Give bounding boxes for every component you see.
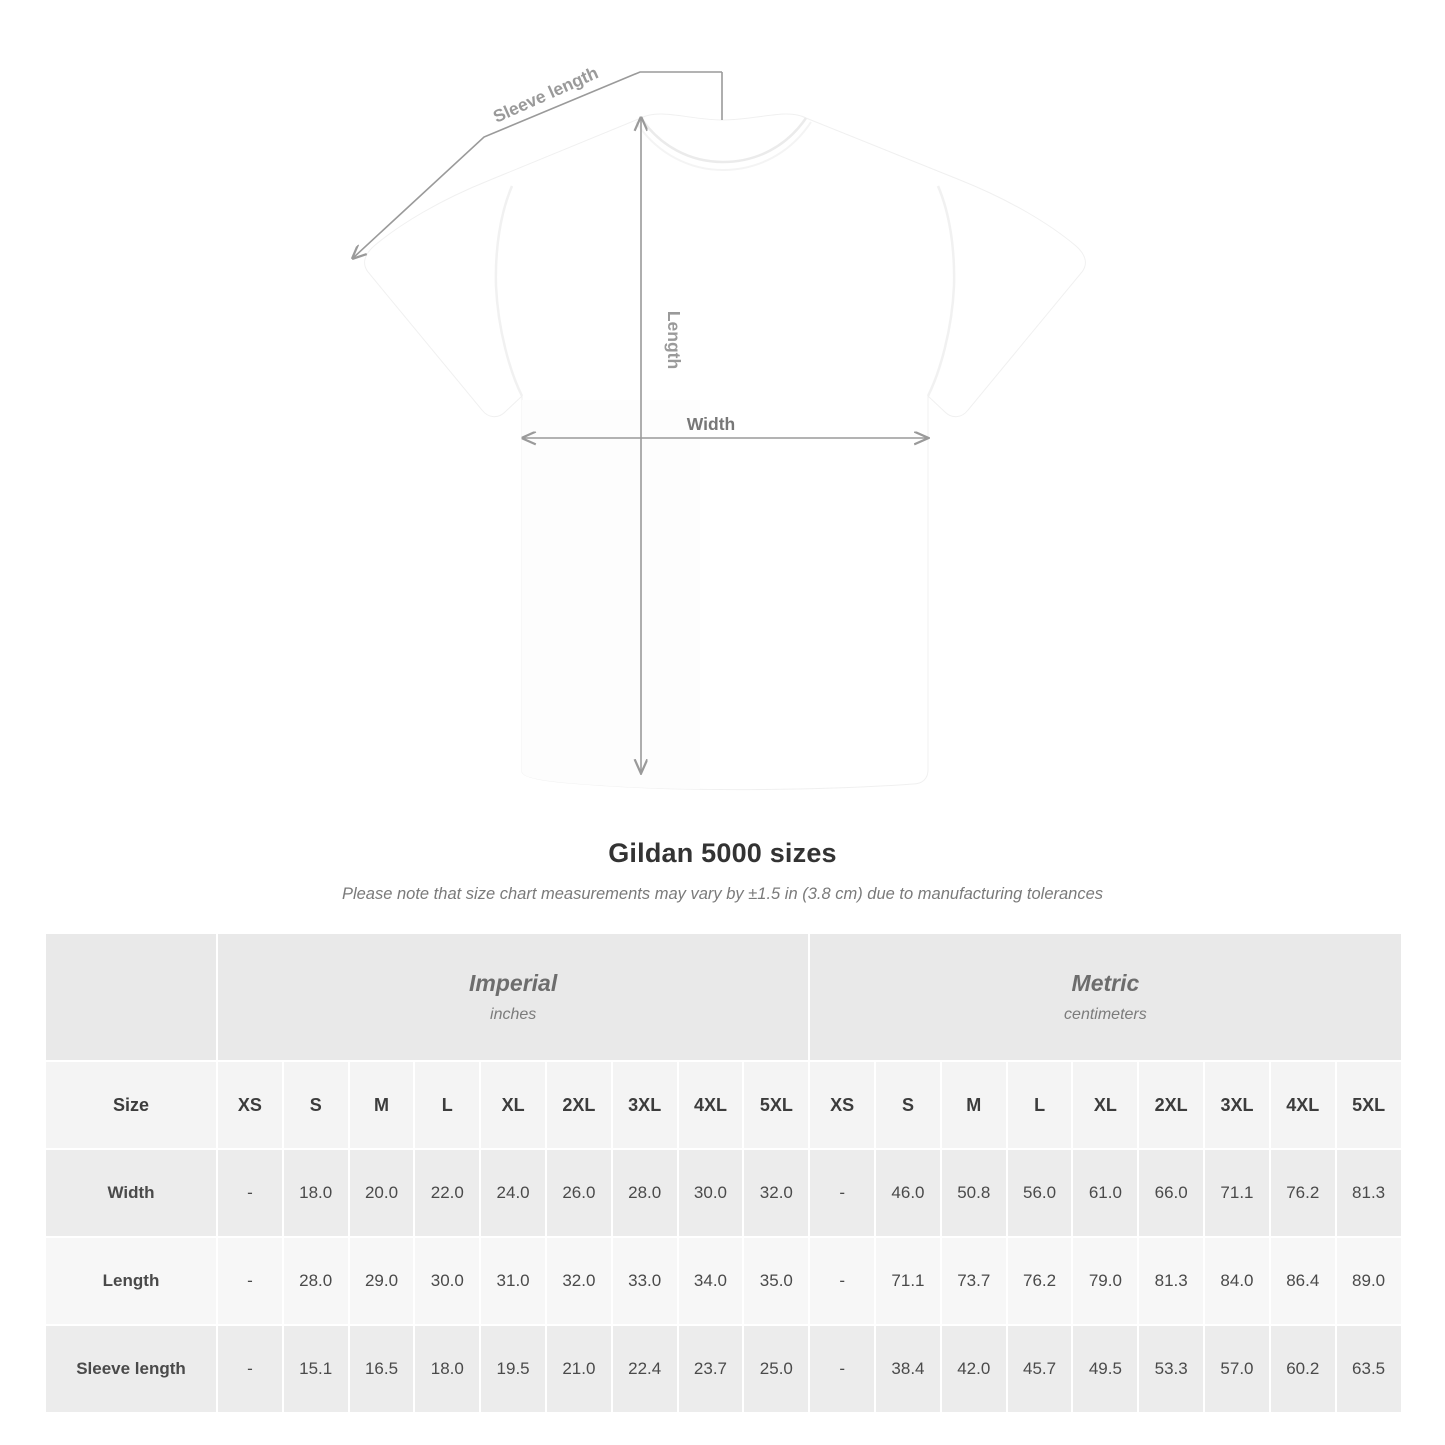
column-header-met-5xl: 5XL bbox=[1336, 1061, 1402, 1149]
column-header-imp-m: M bbox=[349, 1061, 415, 1149]
cell-sleeve-imp-s: 15.1 bbox=[283, 1325, 349, 1413]
cell-length-met-xs: - bbox=[809, 1237, 875, 1325]
column-header-size: Size bbox=[45, 1061, 217, 1149]
title-block bbox=[0, 838, 1445, 904]
column-header-met-xl: XL bbox=[1072, 1061, 1138, 1149]
cell-length-met-s: 71.1 bbox=[875, 1237, 941, 1325]
column-header-imp-s: S bbox=[283, 1061, 349, 1149]
cell-sleeve-met-xl: 49.5 bbox=[1072, 1325, 1138, 1413]
cell-width-imp-m: 20.0 bbox=[349, 1149, 415, 1237]
column-header-met-m: M bbox=[941, 1061, 1007, 1149]
cell-sleeve-met-3xl: 57.0 bbox=[1204, 1325, 1270, 1413]
cell-length-imp-l: 30.0 bbox=[414, 1237, 480, 1325]
column-header-imp-5xl: 5XL bbox=[743, 1061, 809, 1149]
cell-width-met-2xl: 66.0 bbox=[1138, 1149, 1204, 1237]
cell-sleeve-met-m: 42.0 bbox=[941, 1325, 1007, 1413]
cell-width-imp-s: 18.0 bbox=[283, 1149, 349, 1237]
row-label-width: Width bbox=[45, 1149, 217, 1237]
size-header-row bbox=[45, 1061, 1402, 1149]
cell-width-imp-3xl: 28.0 bbox=[612, 1149, 678, 1237]
unit-header-imperial bbox=[217, 933, 809, 1061]
cell-length-met-l: 76.2 bbox=[1007, 1237, 1073, 1325]
size-table-wrapper bbox=[44, 932, 1401, 1414]
cell-length-met-5xl: 89.0 bbox=[1336, 1237, 1402, 1325]
cell-sleeve-imp-l: 18.0 bbox=[414, 1325, 480, 1413]
cell-width-imp-l: 22.0 bbox=[414, 1149, 480, 1237]
unit-name-metric: Metric bbox=[1071, 970, 1140, 996]
cell-sleeve-met-5xl: 63.5 bbox=[1336, 1325, 1402, 1413]
cell-sleeve-met-s: 38.4 bbox=[875, 1325, 941, 1413]
cell-length-met-xl: 79.0 bbox=[1072, 1237, 1138, 1325]
cell-width-met-l: 56.0 bbox=[1007, 1149, 1073, 1237]
column-header-imp-l: L bbox=[414, 1061, 480, 1149]
column-header-imp-3xl: 3XL bbox=[612, 1061, 678, 1149]
cell-sleeve-imp-3xl: 22.4 bbox=[612, 1325, 678, 1413]
cell-sleeve-met-xs: - bbox=[809, 1325, 875, 1413]
cell-length-imp-s: 28.0 bbox=[283, 1237, 349, 1325]
cell-sleeve-met-2xl: 53.3 bbox=[1138, 1325, 1204, 1413]
cell-width-imp-xs: - bbox=[217, 1149, 283, 1237]
page-title: Gildan 5000 sizes bbox=[608, 838, 837, 868]
column-header-met-3xl: 3XL bbox=[1204, 1061, 1270, 1149]
column-header-imp-2xl: 2XL bbox=[546, 1061, 612, 1149]
cell-length-imp-2xl: 32.0 bbox=[546, 1237, 612, 1325]
cell-width-met-xs: - bbox=[809, 1149, 875, 1237]
cell-sleeve-imp-2xl: 21.0 bbox=[546, 1325, 612, 1413]
cell-sleeve-imp-4xl: 23.7 bbox=[678, 1325, 744, 1413]
column-header-imp-xl: XL bbox=[480, 1061, 546, 1149]
cell-width-met-s: 46.0 bbox=[875, 1149, 941, 1237]
length-label: Length bbox=[664, 310, 684, 370]
cell-width-imp-4xl: 30.0 bbox=[678, 1149, 744, 1237]
unit-header-row bbox=[45, 933, 1402, 1061]
row-label-length: Length bbox=[45, 1237, 217, 1325]
table-row bbox=[45, 1149, 1402, 1237]
tolerance-note: Please note that size chart measurements may vary by ±1.5 in (3.8 cm) due to manufacturing tolerances bbox=[341, 885, 1104, 903]
cell-length-met-m: 73.7 bbox=[941, 1237, 1007, 1325]
cell-length-imp-xl: 31.0 bbox=[480, 1237, 546, 1325]
cell-length-met-2xl: 81.3 bbox=[1138, 1237, 1204, 1325]
size-table bbox=[44, 932, 1403, 1414]
cell-width-imp-xl: 24.0 bbox=[480, 1149, 546, 1237]
width-label: Width bbox=[686, 414, 736, 434]
cell-length-imp-4xl: 34.0 bbox=[678, 1237, 744, 1325]
column-header-imp-xs: XS bbox=[217, 1061, 283, 1149]
cell-width-met-xl: 61.0 bbox=[1072, 1149, 1138, 1237]
unit-header-spacer bbox=[45, 933, 217, 1061]
cell-width-met-m: 50.8 bbox=[941, 1149, 1007, 1237]
cell-sleeve-met-l: 45.7 bbox=[1007, 1325, 1073, 1413]
cell-sleeve-imp-5xl: 25.0 bbox=[743, 1325, 809, 1413]
cell-length-imp-5xl: 35.0 bbox=[743, 1237, 809, 1325]
cell-sleeve-imp-m: 16.5 bbox=[349, 1325, 415, 1413]
table-row bbox=[45, 1237, 1402, 1325]
sleeve-length-label: Sleeve length bbox=[489, 62, 602, 127]
column-header-met-4xl: 4XL bbox=[1270, 1061, 1336, 1149]
column-header-met-xs: XS bbox=[809, 1061, 875, 1149]
cell-width-met-5xl: 81.3 bbox=[1336, 1149, 1402, 1237]
row-label-sleeve-length: Sleeve length bbox=[45, 1325, 217, 1413]
cell-width-met-3xl: 71.1 bbox=[1204, 1149, 1270, 1237]
unit-name-imperial: Imperial bbox=[469, 970, 558, 996]
cell-sleeve-imp-xl: 19.5 bbox=[480, 1325, 546, 1413]
cell-sleeve-imp-xs: - bbox=[217, 1325, 283, 1413]
unit-sub-imperial: inches bbox=[490, 1006, 537, 1023]
column-header-imp-4xl: 4XL bbox=[678, 1061, 744, 1149]
unit-header-metric bbox=[809, 933, 1401, 1061]
column-header-met-s: S bbox=[875, 1061, 941, 1149]
cell-width-imp-5xl: 32.0 bbox=[743, 1149, 809, 1237]
cell-length-met-3xl: 84.0 bbox=[1204, 1237, 1270, 1325]
cell-length-imp-m: 29.0 bbox=[349, 1237, 415, 1325]
cell-length-imp-xs: - bbox=[217, 1237, 283, 1325]
cell-width-imp-2xl: 26.0 bbox=[546, 1149, 612, 1237]
cell-width-met-4xl: 76.2 bbox=[1270, 1149, 1336, 1237]
tshirt-shape bbox=[365, 114, 1086, 790]
table-row bbox=[45, 1325, 1402, 1413]
cell-length-imp-3xl: 33.0 bbox=[612, 1237, 678, 1325]
column-header-met-2xl: 2XL bbox=[1138, 1061, 1204, 1149]
unit-sub-metric: centimeters bbox=[1064, 1006, 1147, 1023]
column-header-met-l: L bbox=[1007, 1061, 1073, 1149]
cell-length-met-4xl: 86.4 bbox=[1270, 1237, 1336, 1325]
cell-sleeve-met-4xl: 60.2 bbox=[1270, 1325, 1336, 1413]
